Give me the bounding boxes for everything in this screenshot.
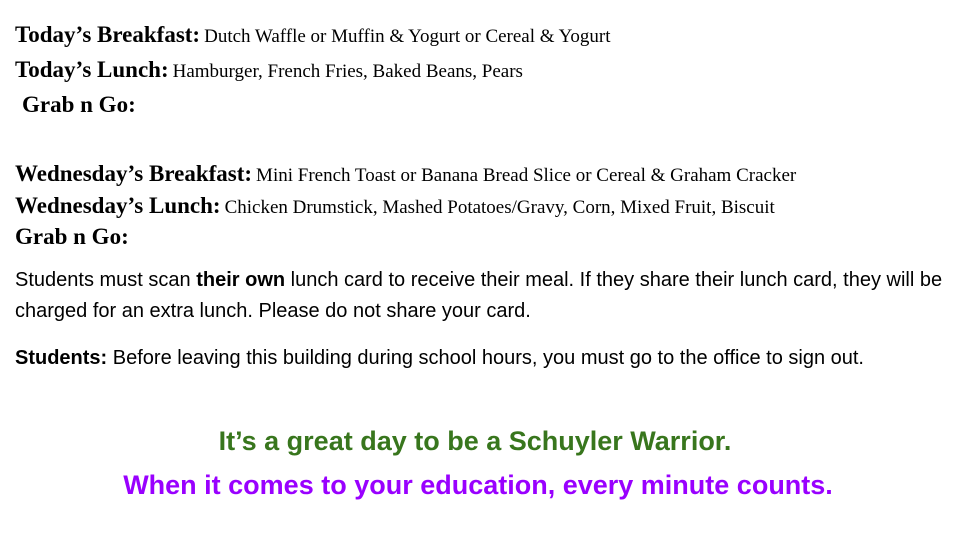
lunch-card-notice-before: Students must scan	[15, 269, 197, 291]
wednesday-lunch-line	[15, 193, 775, 219]
wednesday-breakfast-label: Wednesday’s Breakfast:	[15, 161, 253, 186]
lunch-card-notice-bold: their own	[196, 269, 286, 291]
wednesday-breakfast-items: Mini French Toast or Banana Bread Slice or Cereal & Graham Cracker	[256, 165, 797, 186]
today-grab-n-go-line	[22, 92, 136, 118]
warrior-banner: It’s a great day to be a Schuyler Warrior.	[218, 426, 732, 456]
today-breakfast-items: Dutch Waffle or Muffin & Yogurt or Cereal & Yogurt	[204, 26, 611, 47]
sign-out-notice-bold: Students:	[15, 347, 108, 369]
sign-out-notice-after: Before leaving this building during school hours, you must go to the office to sign out.	[107, 347, 864, 369]
today-lunch-line	[15, 57, 523, 83]
today-breakfast-line	[15, 22, 611, 48]
wednesday-breakfast-line	[15, 161, 796, 187]
wednesday-grab-n-go-label: Grab n Go:	[15, 224, 129, 249]
lunch-card-notice-after: lunch card to receive their meal. If they share their lunch card, they will be charged for an extra lunch. Please do not share your card.	[15, 269, 943, 322]
wednesday-lunch-label: Wednesday’s Lunch:	[15, 193, 221, 218]
today-breakfast-label: Today’s Breakfast:	[15, 22, 201, 47]
today-lunch-label: Today’s Lunch:	[15, 57, 169, 82]
today-grab-n-go-label: Grab n Go:	[22, 92, 136, 117]
today-lunch-items: Hamburger, French Fries, Baked Beans, Pears	[172, 61, 523, 82]
wednesday-grab-n-go-line	[15, 224, 129, 250]
sign-out-notice	[15, 343, 945, 374]
lunch-card-notice	[15, 265, 945, 327]
wednesday-lunch-items: Chicken Drumstick, Mashed Potatoes/Gravy, Corn, Mixed Fruit, Biscuit	[224, 197, 775, 218]
education-banner: When it comes to your education, every minute counts.	[123, 470, 833, 500]
